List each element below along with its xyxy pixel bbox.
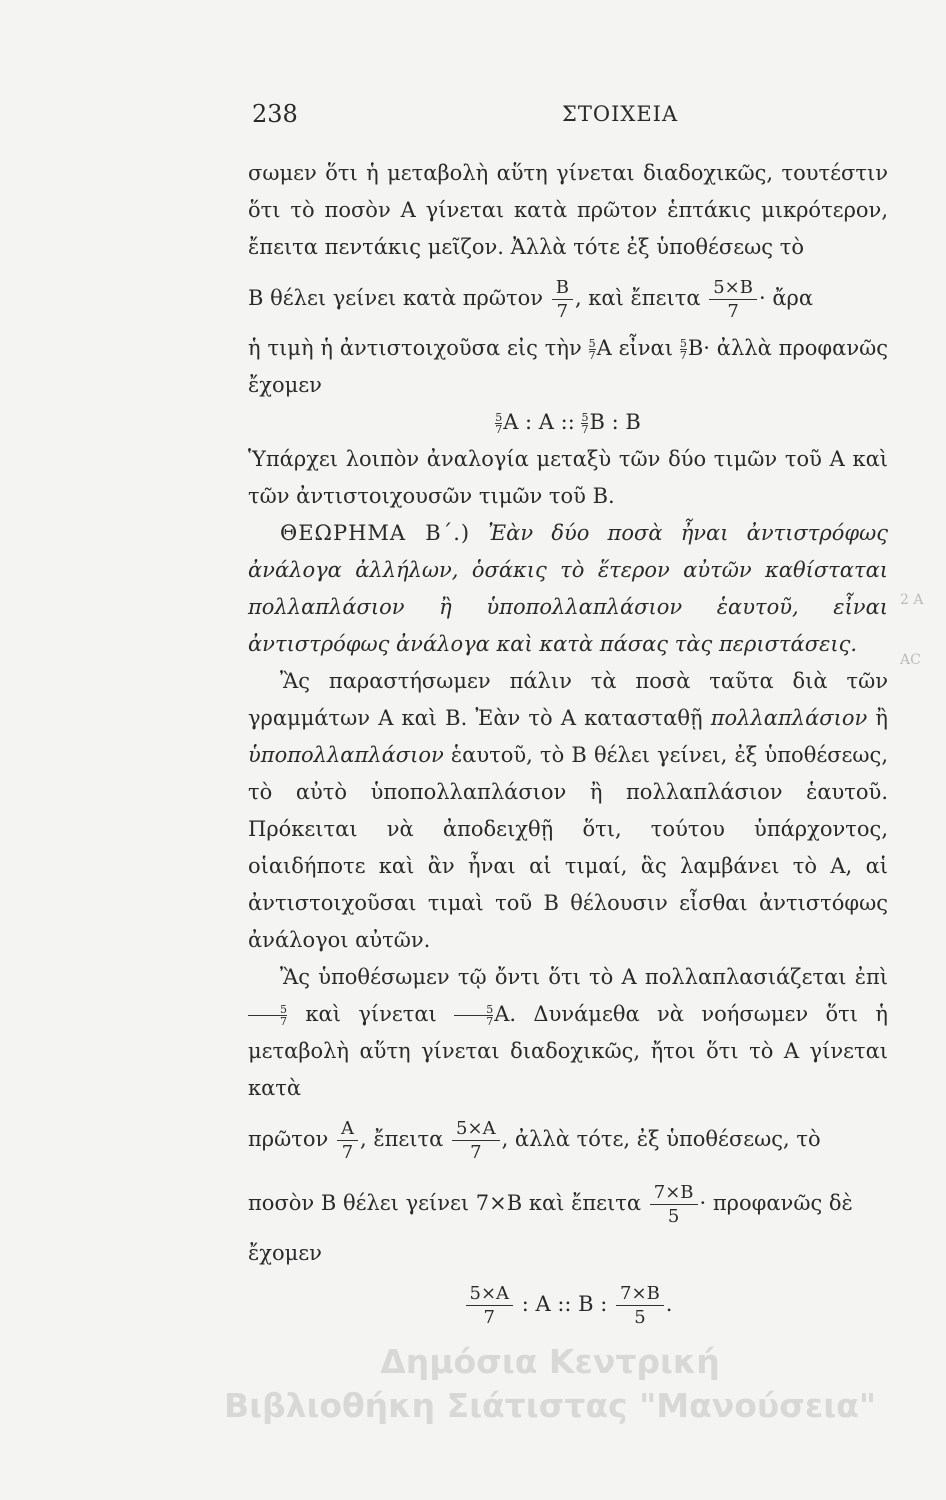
text-segment: , καὶ ἔπειτα	[574, 286, 701, 310]
small-fraction-5-7	[680, 338, 687, 361]
fraction-b-over-7	[552, 276, 573, 322]
fraction-5a-over-7	[466, 1282, 514, 1328]
fraction-denominator: 7	[495, 423, 503, 436]
italic-term: πολλαπλάσιον	[710, 706, 868, 730]
page-body	[248, 155, 888, 1336]
margin-notes	[900, 570, 923, 690]
italic-term: ὑποπολλαπλάσιον	[248, 743, 444, 767]
fraction-numerator: 5	[280, 1003, 287, 1016]
text-segment: ἢ	[875, 706, 888, 730]
text-segment: B· ἀλλὰ προφανῶς ἔχομεν	[248, 336, 888, 397]
fraction-numerator: 5	[495, 411, 503, 424]
fraction-numerator: 5	[581, 411, 589, 424]
text-segment: : A :: B :	[521, 1292, 608, 1316]
text-segment: A : A ::	[503, 410, 575, 434]
fraction-numerator: A	[341, 1117, 354, 1139]
small-fraction-5-7	[454, 1004, 493, 1027]
watermark-line: Βιβλιοθήκη Σιάτιστας "Μανούσεια"	[223, 1386, 877, 1425]
text-segment: A. Δυνάμεθα νὰ νοήσωμεν ὅτι ἡ μεταβολὴ αὕτη γίνεται διαδοχικῶς, ἤτοι ὅτι τὸ A γίνεται κατὰ	[248, 1002, 888, 1100]
watermark-line: Δημόσια Κεντρική	[380, 1342, 720, 1381]
text-segment: · ἄρα	[758, 286, 814, 310]
text-segment: B : B	[589, 410, 641, 434]
fraction-denominator: 7	[466, 1305, 514, 1327]
fraction-denominator: 7	[337, 1140, 358, 1162]
theorem-label: ΘΕΩΡΗΜΑ Β΄.)	[280, 521, 471, 545]
text-segment: ἑαυτοῦ, τὸ B θέλει γείνει, ἐξ ὑποθέσεως, τὸ αὐτὸ ὑποπολλαπλάσιον ἢ πολλαπλάσιον ἑαυτοῦ. Πρόκειται νὰ ἀποδειχθῇ ὅτι, τούτου ὑπάρχοντος, οἱαιδήποτε καὶ ἂν ἦναι αἱ τιμαί, ἃς λαμβάνει τὸ A, αἱ ἀντιστοιχοῦσαι τιμαὶ τοῦ B θέλουσιν εἶσθαι ἀντιστόφως ἀνάλογοι αὐτῶν.	[248, 743, 888, 952]
small-fraction-5-7	[495, 412, 502, 435]
fraction-denominator: 5	[616, 1305, 664, 1327]
fraction-numerator: 7×B	[620, 1282, 660, 1304]
page-header	[252, 100, 886, 140]
text-segment: πρῶτον	[248, 1127, 329, 1151]
fraction-numerator: 7×B	[653, 1181, 694, 1203]
fraction-numerator: 5×B	[713, 276, 753, 298]
line-b-quantity	[248, 1171, 888, 1235]
text-segment: , ἀλλὰ τότε, ἐξ ὑποθέσεως, τὸ	[501, 1127, 821, 1151]
text-segment: Ἂς ὑποθέσωμεν τῷ ὄντι ὅτι τὸ A πολλαπλασιάζεται ἐπὶ	[280, 965, 888, 989]
text-segment: ἡ τιμὴ ἡ ἀντιστοιχοῦσα εἰς τὴν	[248, 336, 582, 360]
page-number: 238	[252, 100, 298, 128]
running-head: ΣΤΟΙΧΕΙΑ	[562, 102, 679, 126]
small-fraction-5-7	[581, 412, 588, 435]
fraction-denominator: 7	[581, 423, 589, 436]
fraction-7b-over-5	[616, 1282, 664, 1328]
fraction-numerator: 5×A	[469, 1282, 510, 1304]
proportion-1	[248, 404, 888, 441]
text-segment: Ἂς παραστήσωμεν πάλιν τὰ ποσὰ ταῦτα διὰ τῶν γραμμάτων A καὶ B. Ἐὰν τὸ A κατασταθῇ	[248, 669, 888, 730]
fraction-denominator: 7	[679, 349, 687, 362]
library-watermark	[200, 1340, 900, 1428]
paragraph-3	[248, 663, 888, 959]
text-segment: .	[665, 1292, 673, 1316]
paragraph-2: Ὑπάρχει λοιπὸν ἀναλογία μεταξὺ τῶν δύο τιμῶν τοῦ A καὶ τῶν ἀντιστοιχουσῶν τιμῶν τοῦ B.	[248, 447, 888, 508]
theorem-statement: Ἐὰν δύο ποσὰ ἦναι ἀντιστρόφως ἀνάλογα ἀλλήλων, ὁσάκις τὸ ἕτερον αὐτῶν καθίσταται πολλαπλάσιον ἢ ὑποπολλαπλάσιον ἑαυτοῦ, εἶναι ἀντιστρόφως ἀνάλογα καὶ κατὰ πάσας τὰς περιστάσεις.	[248, 521, 888, 656]
fraction-5b-over-7	[709, 276, 757, 322]
fraction-numerator: B	[555, 276, 569, 298]
text-segment: B θέλει γείνει κατὰ πρῶτον	[248, 286, 544, 310]
line-a-fractions	[248, 1107, 888, 1171]
fraction-numerator: 5	[486, 1003, 494, 1016]
fraction-numerator: 5	[679, 337, 687, 350]
fraction-denominator: 7	[248, 1015, 287, 1027]
text-segment: · προφανῶς δὲ	[699, 1191, 853, 1215]
fraction-numerator: 5	[588, 337, 596, 350]
text-segment: , ἔπειτα	[360, 1127, 444, 1151]
text-segment: A εἶναι	[596, 336, 673, 360]
text-segment: ποσὸν B θέλει γείνει 7×B καὶ ἔπειτα	[248, 1191, 642, 1215]
paragraph-1: σωμεν ὅτι ἡ μεταβολὴ αὕτη γίνεται διαδοχικῶς, τουτέστιν ὅτι τὸ ποσὸν A γίνεται κατὰ πρῶτον ἑπτάκις μικρότερον, ἔπειτα πεντάκις μεῖζον. Ἀλλὰ τότε ἐξ ὑποθέσεως τὸ	[248, 161, 888, 259]
proportion-2	[248, 1272, 888, 1336]
small-fraction-5-7	[589, 338, 596, 361]
theorem-paragraph	[248, 515, 888, 663]
small-fraction-5-7	[248, 1004, 287, 1027]
line-b-fractions	[248, 266, 888, 330]
margin-note: 2 A	[900, 592, 924, 608]
fraction-denominator: 7	[709, 299, 757, 321]
fraction-denominator: 7	[454, 1015, 493, 1027]
line-correspondence	[248, 330, 888, 404]
fraction-a-over-7	[337, 1117, 358, 1163]
fraction-denominator: 5	[650, 1204, 698, 1226]
fraction-denominator: 7	[452, 1140, 500, 1162]
fraction-numerator: 5×A	[456, 1117, 496, 1139]
paragraph-4	[248, 959, 888, 1107]
fraction-denominator: 7	[588, 349, 596, 362]
margin-note: AC	[900, 652, 921, 668]
fraction-7b-over-5	[650, 1181, 698, 1227]
fraction-5a-over-7	[452, 1117, 500, 1163]
line-echomen: ἔχομεν	[248, 1241, 322, 1265]
fraction-denominator: 7	[552, 299, 573, 321]
text-segment: καὶ γίνεται	[305, 1002, 437, 1026]
